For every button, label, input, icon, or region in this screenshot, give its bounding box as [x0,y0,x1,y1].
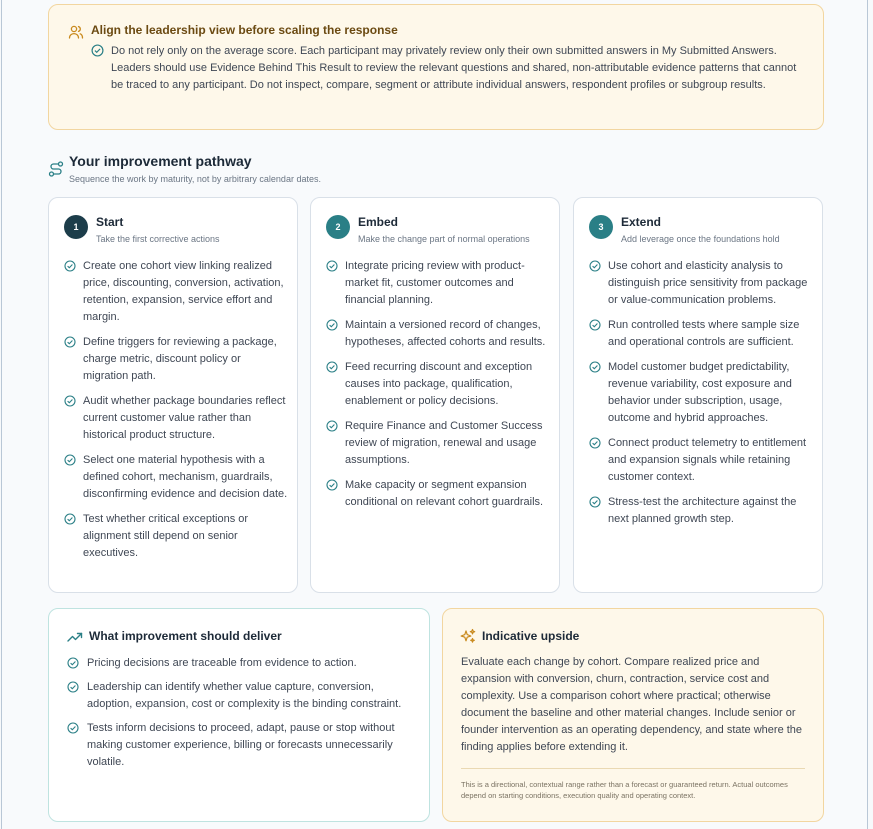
check-circle-icon [67,657,79,669]
alert-title: Align the leadership view before scaling the response [91,23,398,37]
stage-title: Start [96,215,124,229]
list-item [589,317,813,351]
check-circle-icon [64,454,76,466]
upside-disclaimer: This is a directional, contextual range rather than a forecast or guaranteed return. Actual outcomes depend on starting conditions, execution quality and operating context. [461,780,788,800]
list-item [326,477,550,511]
list-item [64,393,288,444]
check-circle-icon [67,681,79,693]
trend-up-icon [67,630,83,644]
list-item [64,511,288,562]
page-frame [1,0,868,829]
list-item-text: Connect product telemetry to entitlement and expansion signals while retaining customer context. [608,437,807,483]
deliver-title: What improvement should deliver [89,629,282,643]
list-item [326,317,550,351]
list-item [64,258,288,326]
list-item-text: Leadership can identify whether value capture, conversion, adoption, expansion, cost or complexity is the binding constraint. [87,681,402,710]
check-circle-icon [64,260,76,272]
list-item [589,258,813,309]
stage-action-list [589,258,813,536]
upside-panel [442,608,824,822]
pathway-subtitle: Sequence the work by maturity, not by arbitrary calendar dates. [69,174,321,184]
list-item-text: Stress-test the architecture against the next planned growth step. [608,496,797,525]
stage-title: Extend [621,215,662,229]
stage-card-extend [573,197,823,593]
check-circle-icon [64,513,76,525]
sparkles-icon [460,628,476,644]
stage-subtitle: Add leverage once the foundations hold [621,234,780,244]
list-item-text: Feed recurring discount and exception causes into package, qualification, enablement or policy decisions. [345,361,533,407]
list-item [589,359,813,427]
list-item [326,258,550,309]
list-item-text: Test whether critical exceptions or alignment still depend on senior executives. [83,513,249,559]
stage-number: 3 [589,215,613,239]
upside-title: Indicative upside [482,629,580,643]
list-item-text: Pricing decisions are traceable from evidence to action. [87,657,357,669]
check-circle-icon [326,319,338,331]
list-item-text: Run controlled tests where sample size and operational controls are sufficient. [608,319,800,348]
stage-title: Embed [358,215,399,229]
list-item [589,494,813,528]
stage-action-list [64,258,288,570]
deliver-list [67,655,417,778]
list-item-text: Require Finance and Customer Success review of migration, renewal and usage assumptions. [345,420,543,466]
list-item-text: Tests inform decisions to proceed, adapt, pause or stop without making customer experience, billing or forecasts unnecessarily volatile. [87,722,395,768]
list-item [326,359,550,410]
alert-body: Do not rely only on the average score. Each participant may privately review only their own submitted answers in My Submitted Answers. Leaders should use Evidence Behind This Result to review the relevant questions and shared, non-attributable evidence patterns that cannot be traced to any participant. Do not inspect, compare, segment or attribute individual answers, respondent profiles or subgroup results. [111,45,797,91]
stage-subtitle: Make the change part of normal operations [358,234,530,244]
check-circle-icon [589,496,601,508]
list-item [67,679,417,713]
check-circle-icon [589,260,601,272]
list-item-text: Define triggers for reviewing a package, charge metric, discount policy or migration path. [83,336,277,382]
stage-number: 2 [326,215,350,239]
deliver-panel [48,608,430,822]
upside-body: Evaluate each change by cohort. Compare realized price and expansion with conversion, churn, contraction, service cost and complexity. Use a comparison cohort where practical; otherwise document the baseline and other material changes. Include senior or founder intervention as an operating dependency, and state where the finding applies before extending it. [461,656,803,753]
divider [461,768,805,769]
stage-action-list [326,258,550,519]
check-circle-icon [326,361,338,373]
check-circle-icon [67,722,79,734]
check-circle-icon [589,361,601,373]
check-circle-icon [326,479,338,491]
check-circle-icon [589,319,601,331]
list-item-text: Maintain a versioned record of changes, hypotheses, affected cohorts and results. [345,319,546,348]
people-icon [68,24,84,40]
stage-card-start [48,197,298,593]
list-item [67,655,417,672]
list-item-text: Use cohort and elasticity analysis to distinguish price sensitivity from package or value-communication problems. [608,260,808,306]
list-item-text: Audit whether package boundaries reflect current customer value rather than historical product structure. [83,395,286,441]
stage-number: 1 [64,215,88,239]
list-item [64,334,288,385]
list-item [326,418,550,469]
list-item-text: Integrate pricing review with product-market fit, customer outcomes and financial planning. [345,260,525,306]
pathway-title: Your improvement pathway [69,153,252,169]
list-item-text: Select one material hypothesis with a defined cohort, mechanism, guardrails, disconfirming evidence and decision date. [83,454,288,500]
list-item [67,720,417,771]
list-item [589,435,813,486]
check-circle-icon [91,44,104,57]
check-circle-icon [589,437,601,449]
check-circle-icon [326,260,338,272]
list-item-text: Create one cohort view linking realized price, discounting, conversion, activation, retention, expansion, service effort and margin. [83,260,284,323]
list-item [64,452,288,503]
check-circle-icon [326,420,338,432]
stage-card-embed [310,197,560,593]
list-item-text: Make capacity or segment expansion conditional on relevant cohort guardrails. [345,479,544,508]
check-circle-icon [64,395,76,407]
route-icon [48,160,64,178]
list-item-text: Model customer budget predictability, revenue variability, cost exposure and behavior under subscription, usage, outcome and hybrid approaches. [608,361,792,424]
check-circle-icon [64,336,76,348]
stage-subtitle: Take the first corrective actions [96,234,220,244]
leadership-alert [48,4,824,130]
